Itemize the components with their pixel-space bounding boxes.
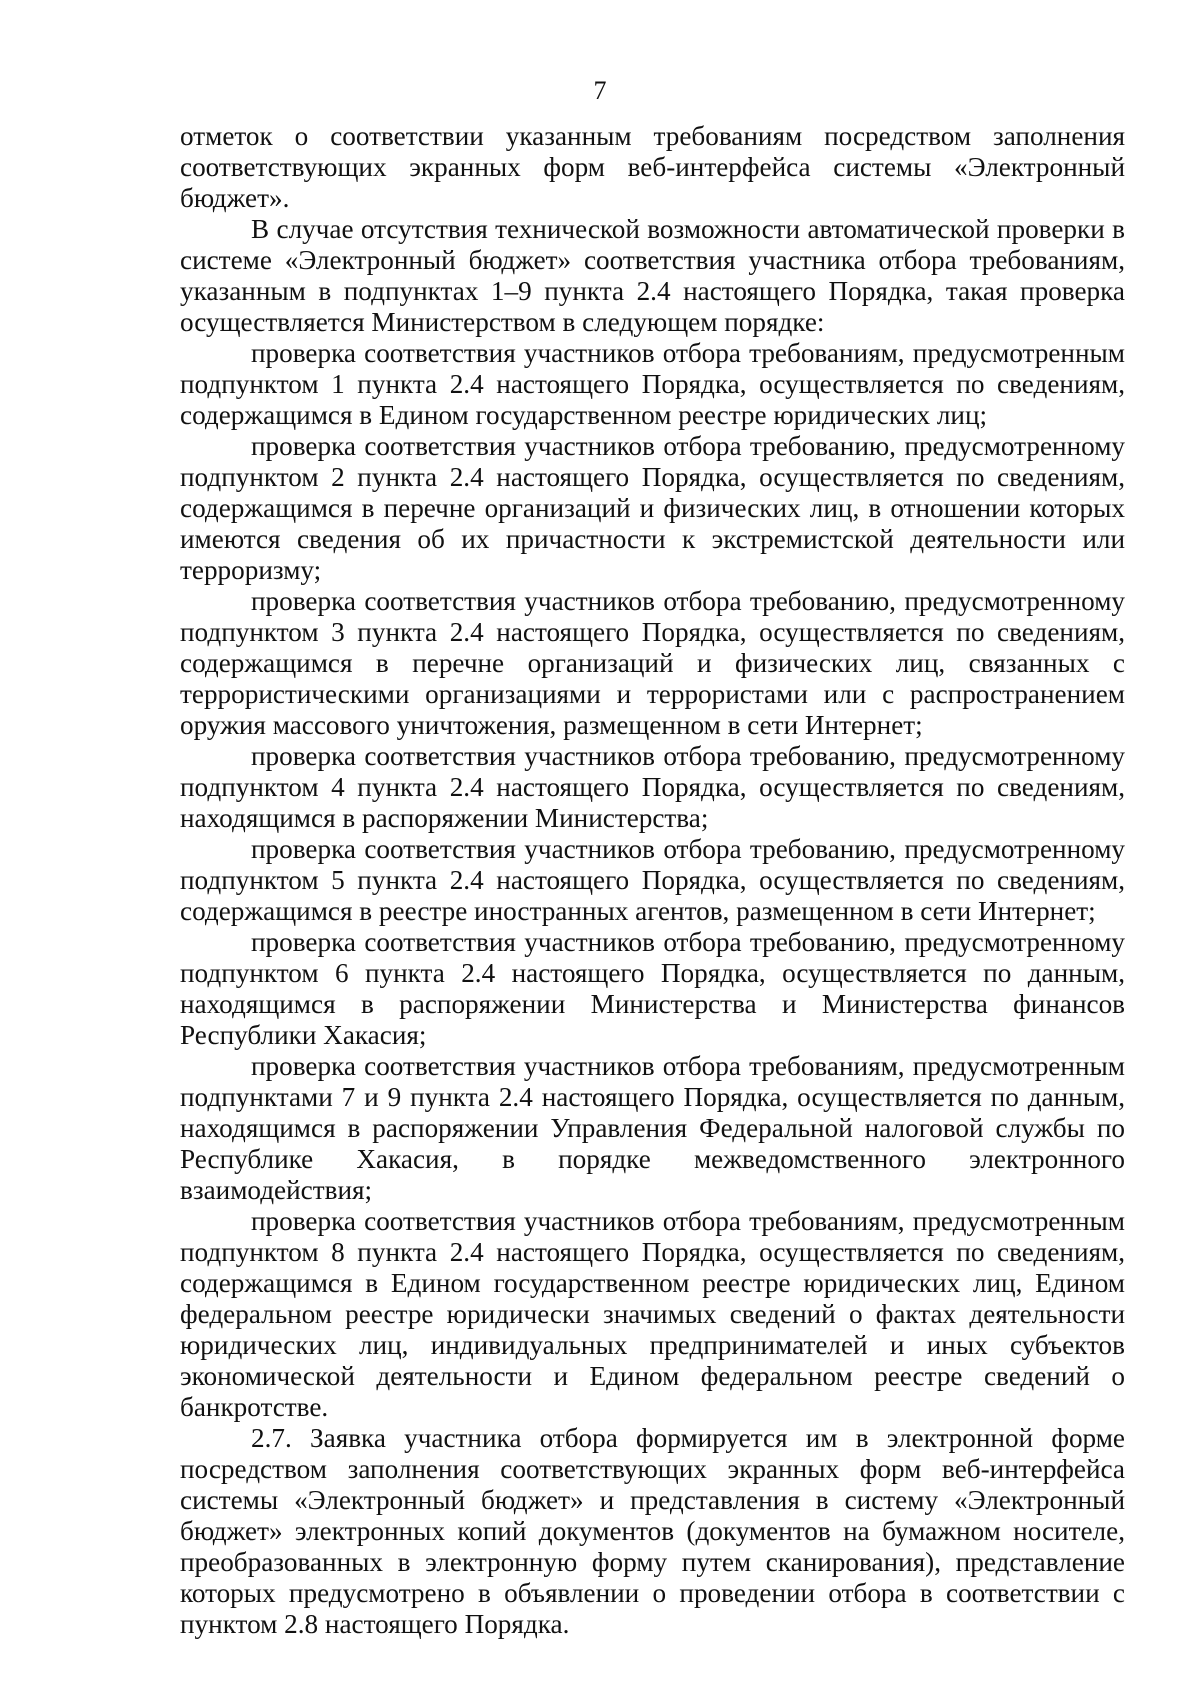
paragraph-check-subitem-6: проверка соответствия участников отбора требованию, предусмотренному подпунктом 6 пункта 2.4 настоящего Порядка, осуществляется по данным, находящимся в распоряжении Министерства и Министерства финансов Республики Хакасия; <box>180 927 1125 1050</box>
paragraph-check-subitems-7-9: проверка соответствия участников отбора требованиям, предусмотренным подпунктами 7 и 9 пункта 2.4 настоящего Порядка, осуществляется по данным, находящимся в распоряжении Управления Федеральной налоговой службы по Республике Хакасия, в порядке межведомственного электронного взаимодействия; <box>180 1051 1125 1205</box>
paragraph-check-subitem-3: проверка соответствия участников отбора требованию, предусмотренному подпунктом 3 пункта 2.4 настоящего Порядка, осуществляется по сведениям, содержащимся в перечне организаций и физических лиц, связанных с террористическими организациями и террористами или с распространением оружия массового уничтожения, размещенном в сети Интернет; <box>180 586 1125 740</box>
paragraph-check-subitem-8: проверка соответствия участников отбора требованиям, предусмотренным подпунктом 8 пункта 2.4 настоящего Порядка, осуществляется по сведениям, содержащимся в Едином государственном реестре юридических лиц, Едином федеральном реестре юридически значимых сведений о фактах деятельности юридических лиц, индивидуальных предпринимателей и иных субъектов экономической деятельности и Едином федеральном реестре сведений о банкротстве. <box>180 1206 1125 1422</box>
page-number: 7 <box>593 76 607 105</box>
paragraph-check-subitem-2: проверка соответствия участников отбора требованию, предусмотренному подпунктом 2 пункта 2.4 настоящего Порядка, осуществляется по сведениям, содержащимся в перечне организаций и физических лиц, в отношении которых имеются сведения об их причастности к экстремистской деятельности или терроризму; <box>180 431 1125 585</box>
paragraph-section-2-7: 2.7. Заявка участника отбора формируется им в электронной форме посредством заполнения соответствующих экранных форм веб-интерфейса системы «Электронный бюджет» и представления в систему «Электронный бюджет» электронных копий документов (документов на бумажном носителе, преобразованных в электронную форму путем сканирования), представление которых предусмотрено в объявлении о проведении отбора в соответствии с пунктом 2.8 настоящего Порядка. <box>180 1423 1125 1639</box>
paragraph-check-subitem-1: проверка соответствия участников отбора требованиям, предусмотренным подпунктом 1 пункта 2.4 настоящего Порядка, осуществляется по сведениям, содержащимся в Едином государственном реестре юридических лиц; <box>180 338 1125 430</box>
document-body <box>180 121 1125 1640</box>
paragraph-check-subitem-5: проверка соответствия участников отбора требованию, предусмотренному подпунктом 5 пункта 2.4 настоящего Порядка, осуществляется по сведениям, содержащимся в реестре иностранных агентов, размещенном в сети Интернет; <box>180 834 1125 926</box>
paragraph-continuation: отметок о соответствии указанным требованиям посредством заполнения соответствующих экранных форм веб-интерфейса системы «Электронный бюджет». <box>180 121 1125 213</box>
paragraph-check-subitem-4: проверка соответствия участников отбора требованию, предусмотренному подпунктом 4 пункта 2.4 настоящего Порядка, осуществляется по сведениям, находящимся в распоряжении Министерства; <box>180 741 1125 833</box>
paragraph-verification-intro: В случае отсутствия технической возможности автоматической проверки в системе «Электронный бюджет» соответствия участника отбора требованиям, указанным в подпунктах 1–9 пункта 2.4 настоящего Порядка, такая проверка осуществляется Министерством в следующем порядке: <box>180 214 1125 337</box>
